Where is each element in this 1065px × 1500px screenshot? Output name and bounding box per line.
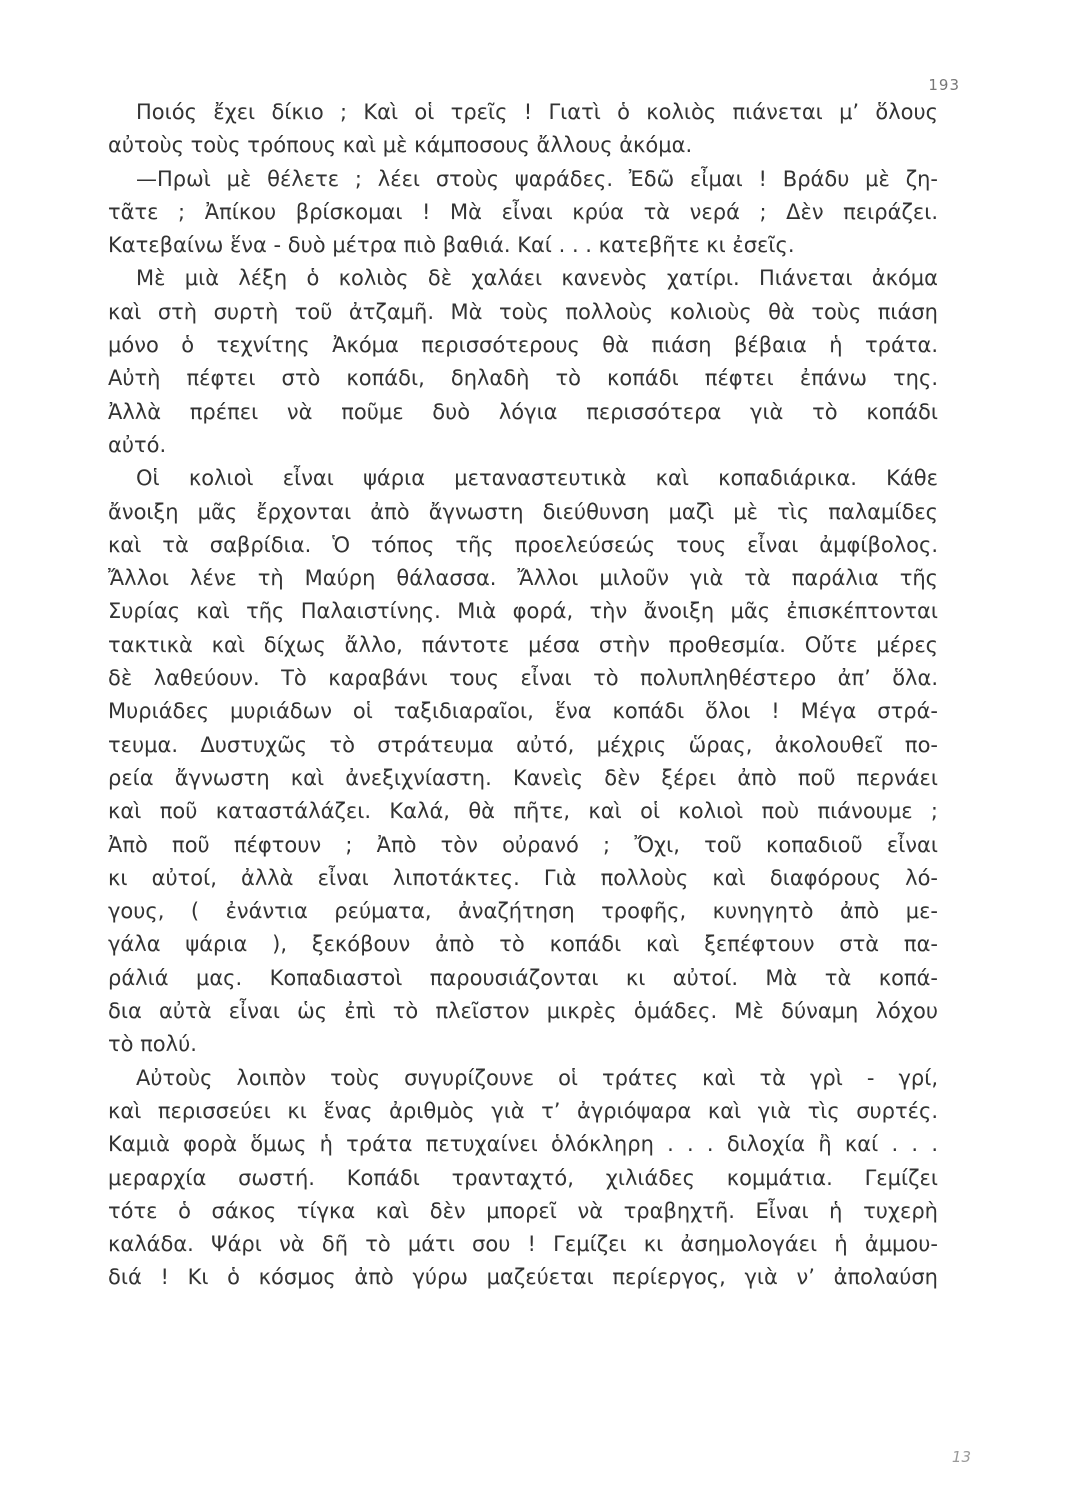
text-line: τακτικὰ καὶ δίχως ἄλλο, πάντοτε μέσα στὴν προθεσμία. Οὔτε μέρες [108, 632, 938, 657]
text-line: καὶ τὰ σαβρίδια. Ὁ τόπος τῆς προελεύσεώς τους εἶναι ἀμφίβολος. [108, 532, 938, 557]
text-line: γάλα ψάρια ), ξεκόβουν ἀπὸ τὸ κοπάδι καὶ ξεπέφτουν στὰ πα- [108, 932, 938, 957]
text-line: ἄνοιξη μᾶς ἔρχονται ἀπὸ ἄγνωστη διεύθυνση μαζὶ μὲ τὶς παλαμίδες [108, 499, 938, 524]
text-line: αὐτοὺς τοὺς τρόπους καὶ μὲ κάμποσους ἄλλους ἀκόμα. [108, 133, 693, 158]
text-line: Μυριάδες μυριάδων οἱ ταξιδιαραῖοι, ἕνα κοπάδι ὅλοι ! Μέγα στρά- [108, 699, 938, 724]
text-line: κι αὐτοί, ἀλλὰ εἶναι λιποτάκτες. Γιὰ πολλοὺς καὶ διαφόρους λό- [108, 865, 938, 890]
text-line: καὶ περισσεύει κι ἕνας ἀριθμὸς γιὰ τ’ ἀγριόψαρα καὶ γιὰ τὶς συρτές. [108, 1098, 938, 1123]
text-line: δια αὐτὰ εἶναι ὡς ἐπὶ τὸ πλεῖστον μικρὲς ὁμάδες. Μὲ δύναμη λόχου [108, 999, 938, 1024]
text-line: καλάδα. Ψάρι νὰ δῆ τὸ μάτι σου ! Γεμίζει κι ἀσημολογάει ἡ ἀμμου- [108, 1232, 938, 1257]
text-line: γους, ( ἐνάντια ρεύματα, ἀναζήτηση τροφῆς, κυνηγητὸ ἀπὸ με- [108, 899, 938, 924]
text-line: Ἄλλοι λένε τὴ Μαύρη θάλασσα. Ἄλλοι μιλοῦν γιὰ τὰ παράλια τῆς [108, 566, 938, 591]
text-line: Οἱ κολιοὶ εἶναι ψάρια μεταναστευτικὰ καὶ κοπαδιάρικα. Κάθε [136, 466, 938, 491]
text-line: ρεία ἄγνωστη καὶ ἀνεξιχνίαστη. Κανεὶς δὲν ξέρει ἀπὸ ποῦ περνάει [108, 765, 938, 790]
text-line: μόνο ὁ τεχνίτης Ἀκόμα περισσότερους θὰ πιάση βέβαια ἡ τράτα. [108, 333, 938, 358]
text-line: δὲ λαθεύουν. Τὸ καραβάνι τους εἶναι τὸ πολυπληθέστερο ἀπ’ ὅλα. [108, 666, 938, 691]
text-line: —Πρωὶ μὲ θέλετε ; λέει στοὺς ψαράδες. Ἐδῶ εἶμαι ! Βράδυ μὲ ζη- [136, 166, 938, 191]
text-line: Ἀλλὰ πρέπει νὰ ποῦμε δυὸ λόγια περισσότερα γιὰ τὸ κοπάδι [108, 399, 938, 424]
text-line: τευμα. Δυστυχῶς τὸ στράτευμα αὐτό, μέχρις ὥρας, ἀκολουθεῖ πο- [108, 732, 938, 757]
text-line: Ἀπὸ ποῦ πέφτουν ; Ἀπὸ τὸν οὐρανό ; Ὄχι, τοῦ κοπαδιοῦ εἶναι [108, 832, 938, 857]
text-line: διά ! Κι ὁ κόσμος ἀπὸ γύρω μαζεύεται περίεργος, γιὰ ν’ ἀπολαύση [108, 1265, 938, 1290]
text-line: καὶ ποῦ καταστάλάζει. Καλά, θὰ πῆτε, καὶ οἱ κολιοὶ ποὺ πιάνουμε ; [108, 799, 938, 824]
text-line: καὶ στὴ συρτὴ τοῦ ἀτζαμῆ. Μὰ τοὺς πολλοὺς κολιοὺς θὰ τοὺς πιάση [108, 299, 938, 324]
page-number: 193 [928, 76, 960, 94]
text-line: Ποιός ἔχει δίκιο ; Καὶ οἱ τρεῖς ! Γιατὶ ὁ κολιὸς πιάνεται μ’ ὅλους [136, 100, 938, 124]
text-line: Καμιὰ φορὰ ὅμως ἡ τράτα πετυχαίνει ὁλόκληρη . . . διλοχία ἢ καί . . . [108, 1132, 938, 1157]
text-line: Αὐτὴ πέφτει στὸ κοπάδι, δηλαδὴ τὸ κοπάδι πέφτει ἐπάνω της. [108, 366, 938, 391]
text-line: ράλιά μας. Κοπαδιαστοὶ παρουσιάζονται κι αὐτοί. Μὰ τὰ κοπά- [108, 965, 938, 990]
text-line: Μὲ μιὰ λέξη ὁ κολιὸς δὲ χαλάει κανενὸς χατίρι. Πιάνεται ἀκόμα [136, 266, 938, 291]
text-line: Κατεβαίνω ἕνα - δυὸ μέτρα πιὸ βαθιά. Καί . . . κατεβῆτε κι ἐσεῖς. [108, 233, 795, 258]
body-text [108, 96, 938, 1295]
text-line: μεραρχία σωστή. Κοπάδι τρανταχτό, χιλιάδες κομμάτια. Γεμίζει [108, 1165, 938, 1190]
text-line: τὸ πολύ. [108, 1032, 197, 1057]
text-line: τᾶτε ; Ἀπίκου βρίσκομαι ! Μὰ εἶναι κρύα τὰ νερά ; Δὲν πειράζει. [108, 199, 938, 224]
text-line: αὐτό. [108, 432, 167, 457]
text-line: Συρίας καὶ τῆς Παλαιστίνης. Μιὰ φορά, τὴν ἄνοιξη μᾶς ἐπισκέπτονται [108, 599, 938, 624]
text-line: Αὐτοὺς λοιπὸν τοὺς συγυρίζουνε οἱ τράτες καὶ τὰ γρὶ - γρί, [136, 1065, 938, 1090]
signature-mark: 13 [951, 1448, 971, 1466]
text-line: τότε ὁ σάκος τίγκα καὶ δὲν μπορεῖ νὰ τραβηχτῆ. Εἶναι ἡ τυχερὴ [108, 1198, 938, 1223]
